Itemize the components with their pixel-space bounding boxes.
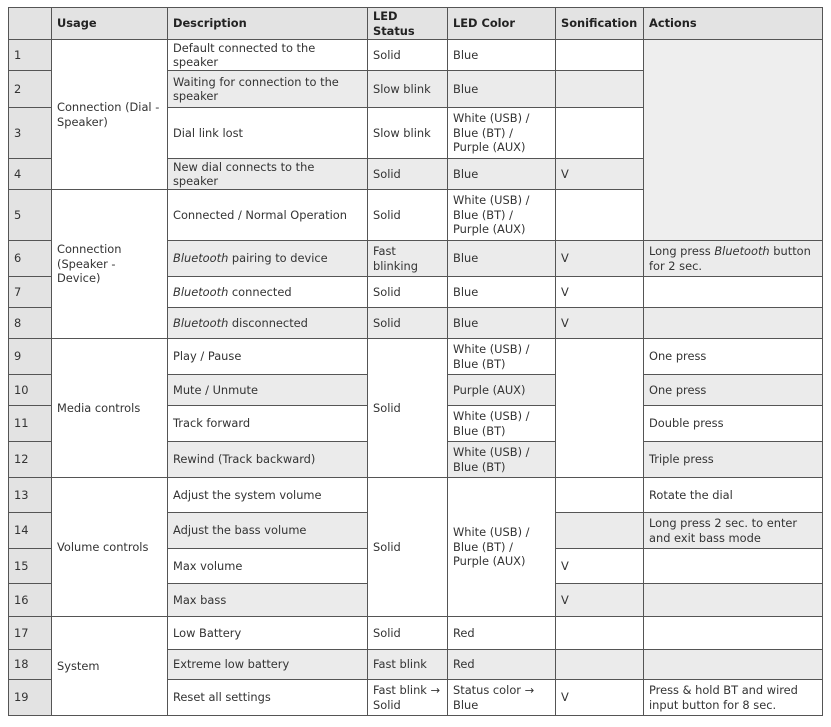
led-color-cell: Blue [448, 159, 556, 190]
row-number: 15 [9, 549, 52, 584]
led-color-cell: Blue [448, 241, 556, 277]
sonification-cell: V [556, 241, 644, 277]
header-cell: Actions [644, 8, 823, 40]
led-color-cell: White (USB) / Blue (BT) [448, 442, 556, 478]
sonification-cell: V [556, 584, 644, 617]
actions-cell: Double press [644, 406, 823, 442]
bluetooth-term: Bluetooth [714, 244, 770, 258]
table-row [9, 40, 823, 71]
row-number: 3 [9, 108, 52, 159]
row-number: 5 [9, 190, 52, 241]
description-cell: Low Battery [168, 617, 368, 650]
description-cell: Extreme low battery [168, 650, 368, 680]
description-cell [168, 277, 368, 308]
sonification-cell: V [556, 549, 644, 584]
led-color-cell: Status color → Blue [448, 680, 556, 716]
actions-cell: Press & hold BT and wired input button for 8 sec. [644, 680, 823, 716]
sonification-cell [556, 108, 644, 159]
sonification-cell [556, 71, 644, 108]
actions-cell: One press [644, 375, 823, 406]
bluetooth-term: Bluetooth [173, 315, 229, 330]
row-number: 18 [9, 650, 52, 680]
row-number: 19 [9, 680, 52, 716]
description-cell: Connected / Normal Operation [168, 190, 368, 241]
action-text: Long press [649, 244, 715, 258]
sonification-cell [556, 513, 644, 549]
row-number: 4 [9, 159, 52, 190]
description-cell [168, 241, 368, 277]
row-number: 7 [9, 277, 52, 308]
row-number: 14 [9, 513, 52, 549]
actions-cell [644, 241, 823, 277]
usage-group: Volume controls [52, 478, 168, 617]
actions-cell [644, 277, 823, 308]
led-status-cell: Solid [368, 478, 448, 617]
sonification-cell: V [556, 277, 644, 308]
bluetooth-term: Bluetooth [173, 251, 229, 266]
description-cell [168, 308, 368, 339]
led-color-cell: White (USB) / Blue (BT) [448, 406, 556, 442]
actions-cell [644, 40, 823, 241]
led-color-cell: Blue [448, 277, 556, 308]
actions-cell: Long press 2 sec. to enter and exit bass mode [644, 513, 823, 549]
sonification-cell: V [556, 308, 644, 339]
sonification-cell [556, 339, 644, 478]
actions-cell [644, 584, 823, 617]
table-row [9, 478, 823, 513]
led-status-cell: Fast blinking [368, 241, 448, 277]
sonification-cell [556, 190, 644, 241]
led-status-cell: Solid [368, 40, 448, 71]
table-row [9, 339, 823, 375]
description-cell: Dial link lost [168, 108, 368, 159]
row-number: 10 [9, 375, 52, 406]
led-status-cell: Solid [368, 617, 448, 650]
description-cell: Max volume [168, 549, 368, 584]
led-status-cell: Fast blink → Solid [368, 680, 448, 716]
header-cell [9, 8, 52, 40]
description-cell: Rewind (Track backward) [168, 442, 368, 478]
header-row [9, 8, 823, 40]
led-status-table [8, 7, 823, 716]
row-number: 2 [9, 71, 52, 108]
actions-cell [644, 617, 823, 650]
row-number: 8 [9, 308, 52, 339]
sonification-cell: V [556, 159, 644, 190]
row-number: 1 [9, 40, 52, 71]
row-number: 9 [9, 339, 52, 375]
actions-cell [644, 650, 823, 680]
actions-cell: Rotate the dial [644, 478, 823, 513]
led-status-cell: Solid [368, 308, 448, 339]
led-status-cell: Slow blink [368, 108, 448, 159]
led-color-cell: Blue [448, 308, 556, 339]
actions-cell: Triple press [644, 442, 823, 478]
header-cell: Description [168, 8, 368, 40]
led-color-cell: Red [448, 650, 556, 680]
sonification-cell [556, 617, 644, 650]
led-status-cell: Solid [368, 339, 448, 478]
led-status-cell: Fast blink [368, 650, 448, 680]
description-cell: Default connected to the speaker [168, 40, 368, 71]
header-cell: LED Status [368, 8, 448, 40]
led-status-cell: Solid [368, 190, 448, 241]
row-number: 17 [9, 617, 52, 650]
led-color-cell: White (USB) / Blue (BT) [448, 339, 556, 375]
description-cell: Max bass [168, 584, 368, 617]
row-number: 6 [9, 241, 52, 277]
sonification-cell [556, 40, 644, 71]
description-cell: Adjust the system volume [168, 478, 368, 513]
header-cell: LED Color [448, 8, 556, 40]
usage-group: Connection (Dial - Speaker) [52, 40, 168, 190]
description-text: disconnected [228, 315, 308, 330]
led-color-cell: White (USB) / Blue (BT) / Purple (AUX) [448, 478, 556, 617]
header-cell: Usage [52, 8, 168, 40]
led-color-cell: Purple (AUX) [448, 375, 556, 406]
bluetooth-term: Bluetooth [173, 284, 229, 299]
table-row [9, 617, 823, 650]
description-cell: New dial connects to the speaker [168, 159, 368, 190]
led-color-cell: White (USB) / Blue (BT) / Purple (AUX) [448, 108, 556, 159]
description-cell: Waiting for connection to the speaker [168, 71, 368, 108]
action-text: button for 2 sec. [649, 244, 811, 273]
actions-cell: One press [644, 339, 823, 375]
description-cell: Play / Pause [168, 339, 368, 375]
row-number: 12 [9, 442, 52, 478]
row-number: 16 [9, 584, 52, 617]
actions-cell [644, 549, 823, 584]
led-color-cell: Red [448, 617, 556, 650]
usage-group: Connection (Speaker - Device) [52, 190, 168, 339]
description-text: connected [228, 284, 292, 299]
usage-group: System [52, 617, 168, 716]
row-number: 13 [9, 478, 52, 513]
header-cell: Sonification [556, 8, 644, 40]
description-cell: Reset all settings [168, 680, 368, 716]
usage-group: Media controls [52, 339, 168, 478]
description-cell: Track forward [168, 406, 368, 442]
led-status-cell: Slow blink [368, 71, 448, 108]
led-status-cell: Solid [368, 159, 448, 190]
sonification-cell [556, 478, 644, 513]
row-number: 11 [9, 406, 52, 442]
description-text: pairing to device [228, 251, 328, 266]
sonification-cell [556, 650, 644, 680]
led-status-cell: Solid [368, 277, 448, 308]
led-color-cell: Blue [448, 71, 556, 108]
actions-cell [644, 308, 823, 339]
description-cell: Mute / Unmute [168, 375, 368, 406]
led-color-cell: Blue [448, 40, 556, 71]
sonification-cell: V [556, 680, 644, 716]
description-cell: Adjust the bass volume [168, 513, 368, 549]
led-color-cell: White (USB) / Blue (BT) / Purple (AUX) [448, 190, 556, 241]
